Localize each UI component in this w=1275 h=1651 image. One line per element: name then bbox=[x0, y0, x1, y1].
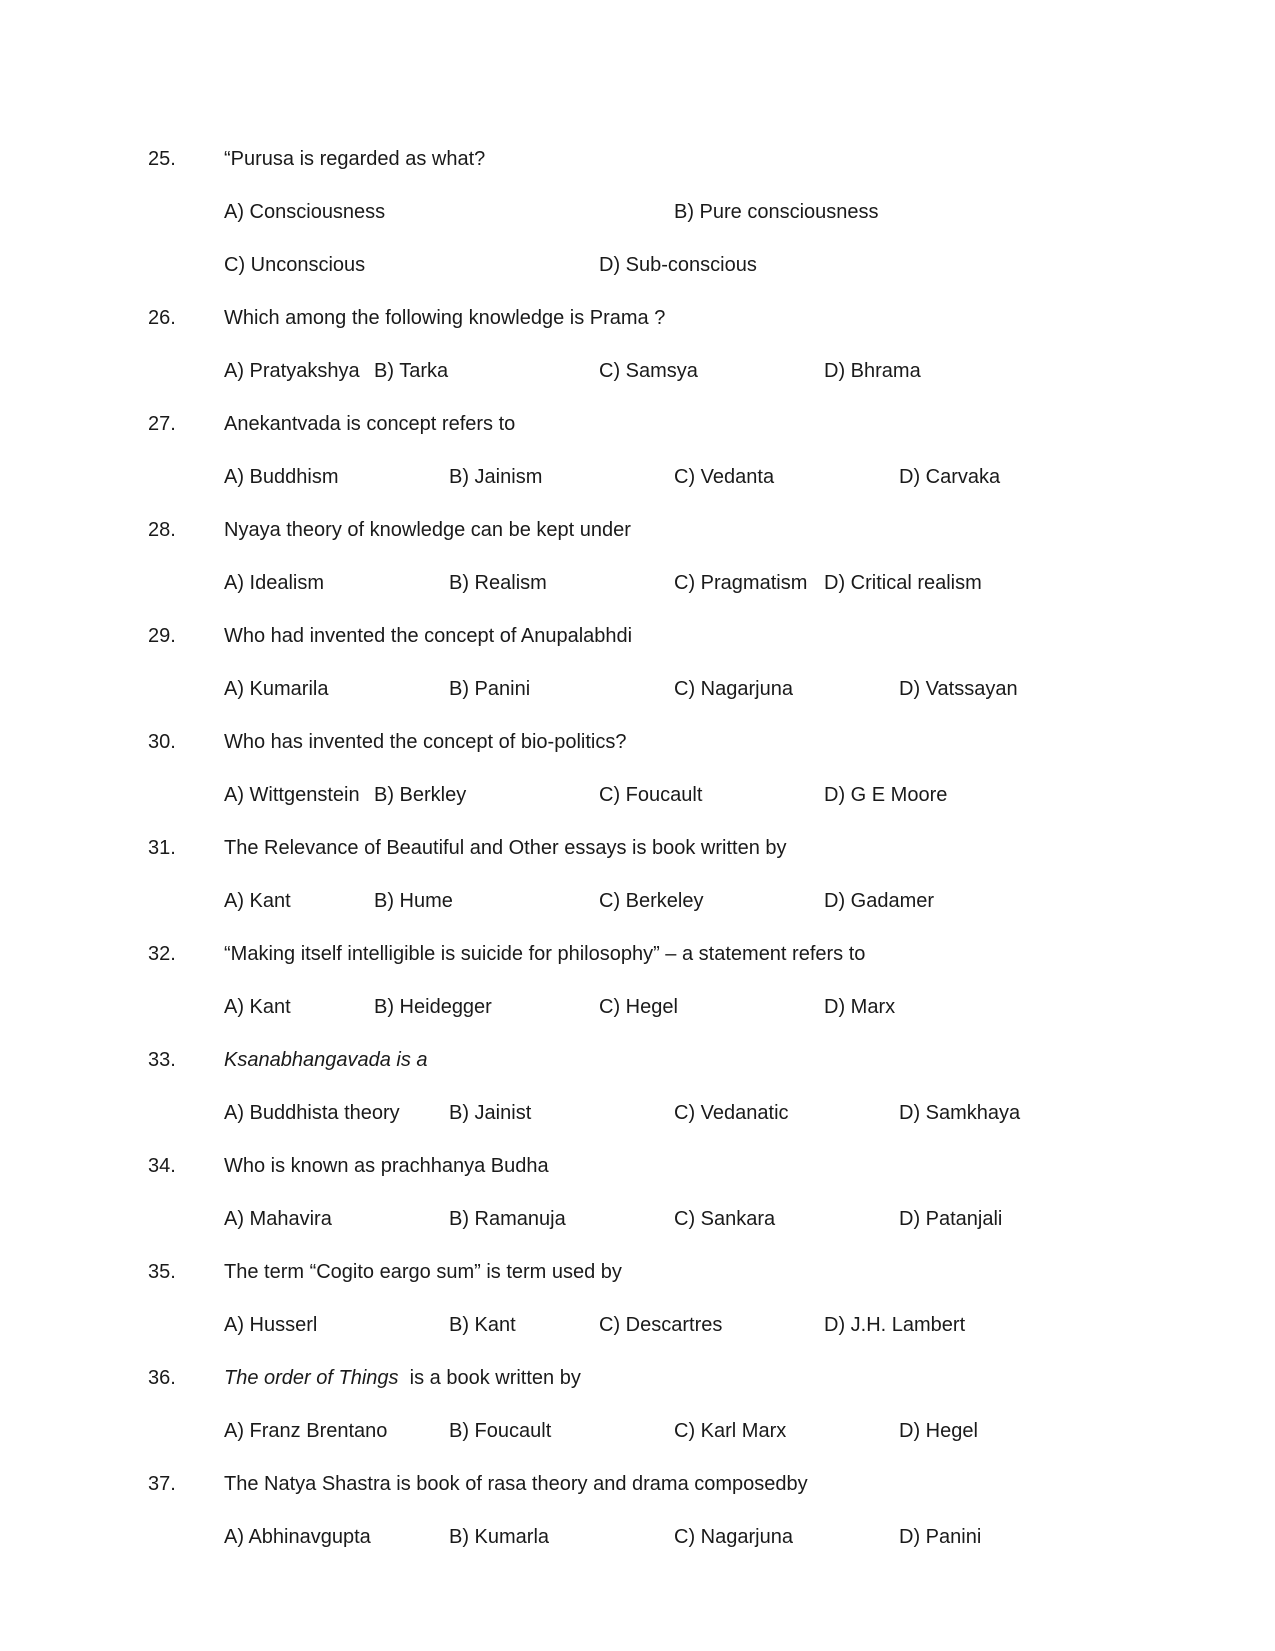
option-a: A) Wittgenstein bbox=[224, 784, 360, 806]
option-d: D) Hegel bbox=[899, 1420, 978, 1442]
question-28 bbox=[0, 517, 1275, 623]
option-a: A) Abhinavgupta bbox=[224, 1526, 371, 1548]
question-text: The Natya Shastra is book of rasa theory and drama composedby bbox=[224, 1473, 808, 1495]
question-text: Who had invented the concept of Anupalabhdi bbox=[224, 625, 633, 647]
option-b: B) Panini bbox=[449, 678, 531, 700]
option-d: D) G E Moore bbox=[824, 784, 948, 806]
option-c: C) Hegel bbox=[599, 996, 678, 1018]
option-d: D) Sub-conscious bbox=[599, 254, 757, 276]
option-c: C) Samsya bbox=[599, 360, 698, 382]
question-number: 29. bbox=[148, 625, 176, 647]
question-text: Which among the following knowledge is Prama ? bbox=[224, 307, 666, 329]
question-number: 37. bbox=[148, 1473, 176, 1495]
option-a: A) Kant bbox=[224, 890, 291, 912]
option-d: D) Marx bbox=[824, 996, 896, 1018]
option-c: C) Sankara bbox=[674, 1208, 776, 1230]
option-b: B) Berkley bbox=[374, 784, 467, 806]
option-c: C) Unconscious bbox=[224, 254, 366, 276]
option-a: A) Consciousness bbox=[224, 201, 386, 223]
option-b: B) Ramanuja bbox=[449, 1208, 566, 1230]
question-35 bbox=[0, 1259, 1275, 1365]
option-c: C) Nagarjuna bbox=[674, 1526, 793, 1548]
question-text-rest: is a book written by bbox=[398, 1367, 581, 1389]
option-a: A) Franz Brentano bbox=[224, 1420, 388, 1442]
question-number: 27. bbox=[148, 413, 176, 435]
question-number: 32. bbox=[148, 943, 176, 965]
option-b: B) Foucault bbox=[449, 1420, 552, 1442]
question-text: The Relevance of Beautiful and Other essays is book written by bbox=[224, 837, 787, 859]
option-d: D) Carvaka bbox=[899, 466, 1001, 488]
option-d: D) Critical realism bbox=[824, 572, 982, 594]
option-a: A) Kumarila bbox=[224, 678, 329, 700]
option-d: D) Samkhaya bbox=[899, 1102, 1021, 1124]
question-text bbox=[224, 1365, 581, 1391]
question-33 bbox=[0, 1047, 1275, 1153]
option-b: B) Jainist bbox=[449, 1102, 532, 1124]
option-d: D) J.H. Lambert bbox=[824, 1314, 966, 1336]
question-number: 28. bbox=[148, 519, 176, 541]
question-34 bbox=[0, 1153, 1275, 1259]
question-31 bbox=[0, 835, 1275, 941]
question-text: Anekantvada is concept refers to bbox=[224, 413, 516, 435]
option-a: A) Buddhista theory bbox=[224, 1102, 400, 1124]
question-number: 36. bbox=[148, 1367, 176, 1389]
option-d: D) Gadamer bbox=[824, 890, 935, 912]
option-a: A) Idealism bbox=[224, 572, 325, 594]
option-c: C) Pragmatism bbox=[674, 572, 808, 594]
question-text: “Purusa is regarded as what? bbox=[224, 148, 486, 170]
option-b: B) Hume bbox=[374, 890, 453, 912]
question-text: Who has invented the concept of bio-politics? bbox=[224, 731, 627, 753]
option-c: C) Nagarjuna bbox=[674, 678, 793, 700]
option-b: B) Realism bbox=[449, 572, 547, 594]
question-text: Ksanabhangavada is a bbox=[224, 1049, 428, 1071]
question-text: “Making itself intelligible is suicide for philosophy” – a statement refers to bbox=[224, 943, 866, 965]
option-b: B) Jainism bbox=[449, 466, 543, 488]
option-c: C) Descartres bbox=[599, 1314, 723, 1336]
option-b: B) Heidegger bbox=[374, 996, 492, 1018]
option-a: A) Kant bbox=[224, 996, 291, 1018]
option-b: B) Pure consciousness bbox=[674, 201, 879, 223]
option-a: A) Husserl bbox=[224, 1314, 318, 1336]
question-text: Nyaya theory of knowledge can be kept under bbox=[224, 519, 631, 541]
option-c: C) Vedanatic bbox=[674, 1102, 789, 1124]
option-b: B) Tarka bbox=[374, 360, 449, 382]
option-d: D) Vatssayan bbox=[899, 678, 1018, 700]
question-number: 35. bbox=[148, 1261, 176, 1283]
question-text: Who is known as prachhanya Budha bbox=[224, 1155, 549, 1177]
option-d: D) Panini bbox=[899, 1526, 982, 1548]
question-text: The term “Cogito eargo sum” is term used by bbox=[224, 1261, 622, 1283]
question-number: 31. bbox=[148, 837, 176, 859]
question-number: 34. bbox=[148, 1155, 176, 1177]
question-30 bbox=[0, 729, 1275, 835]
option-b: B) Kumarla bbox=[449, 1526, 550, 1548]
option-c: C) Vedanta bbox=[674, 466, 775, 488]
option-d: D) Bhrama bbox=[824, 360, 921, 382]
option-b: B) Kant bbox=[449, 1314, 516, 1336]
option-a: A) Buddhism bbox=[224, 466, 339, 488]
option-a: A) Pratyakshya bbox=[224, 360, 360, 382]
option-c: C) Foucault bbox=[599, 784, 703, 806]
option-d: D) Patanjali bbox=[899, 1208, 1003, 1230]
question-29 bbox=[0, 623, 1275, 729]
question-number: 26. bbox=[148, 307, 176, 329]
question-36 bbox=[0, 1365, 1275, 1471]
option-a: A) Mahavira bbox=[224, 1208, 332, 1230]
book-title: The order of Things bbox=[224, 1367, 399, 1389]
option-c: C) Berkeley bbox=[599, 890, 704, 912]
question-25 bbox=[0, 146, 1275, 276]
question-26 bbox=[0, 305, 1275, 411]
question-32 bbox=[0, 941, 1275, 1047]
question-number: 25. bbox=[148, 148, 176, 170]
option-c: C) Karl Marx bbox=[674, 1420, 787, 1442]
question-37 bbox=[0, 1471, 1275, 1577]
question-number: 30. bbox=[148, 731, 176, 753]
question-27 bbox=[0, 411, 1275, 517]
question-number: 33. bbox=[148, 1049, 176, 1071]
